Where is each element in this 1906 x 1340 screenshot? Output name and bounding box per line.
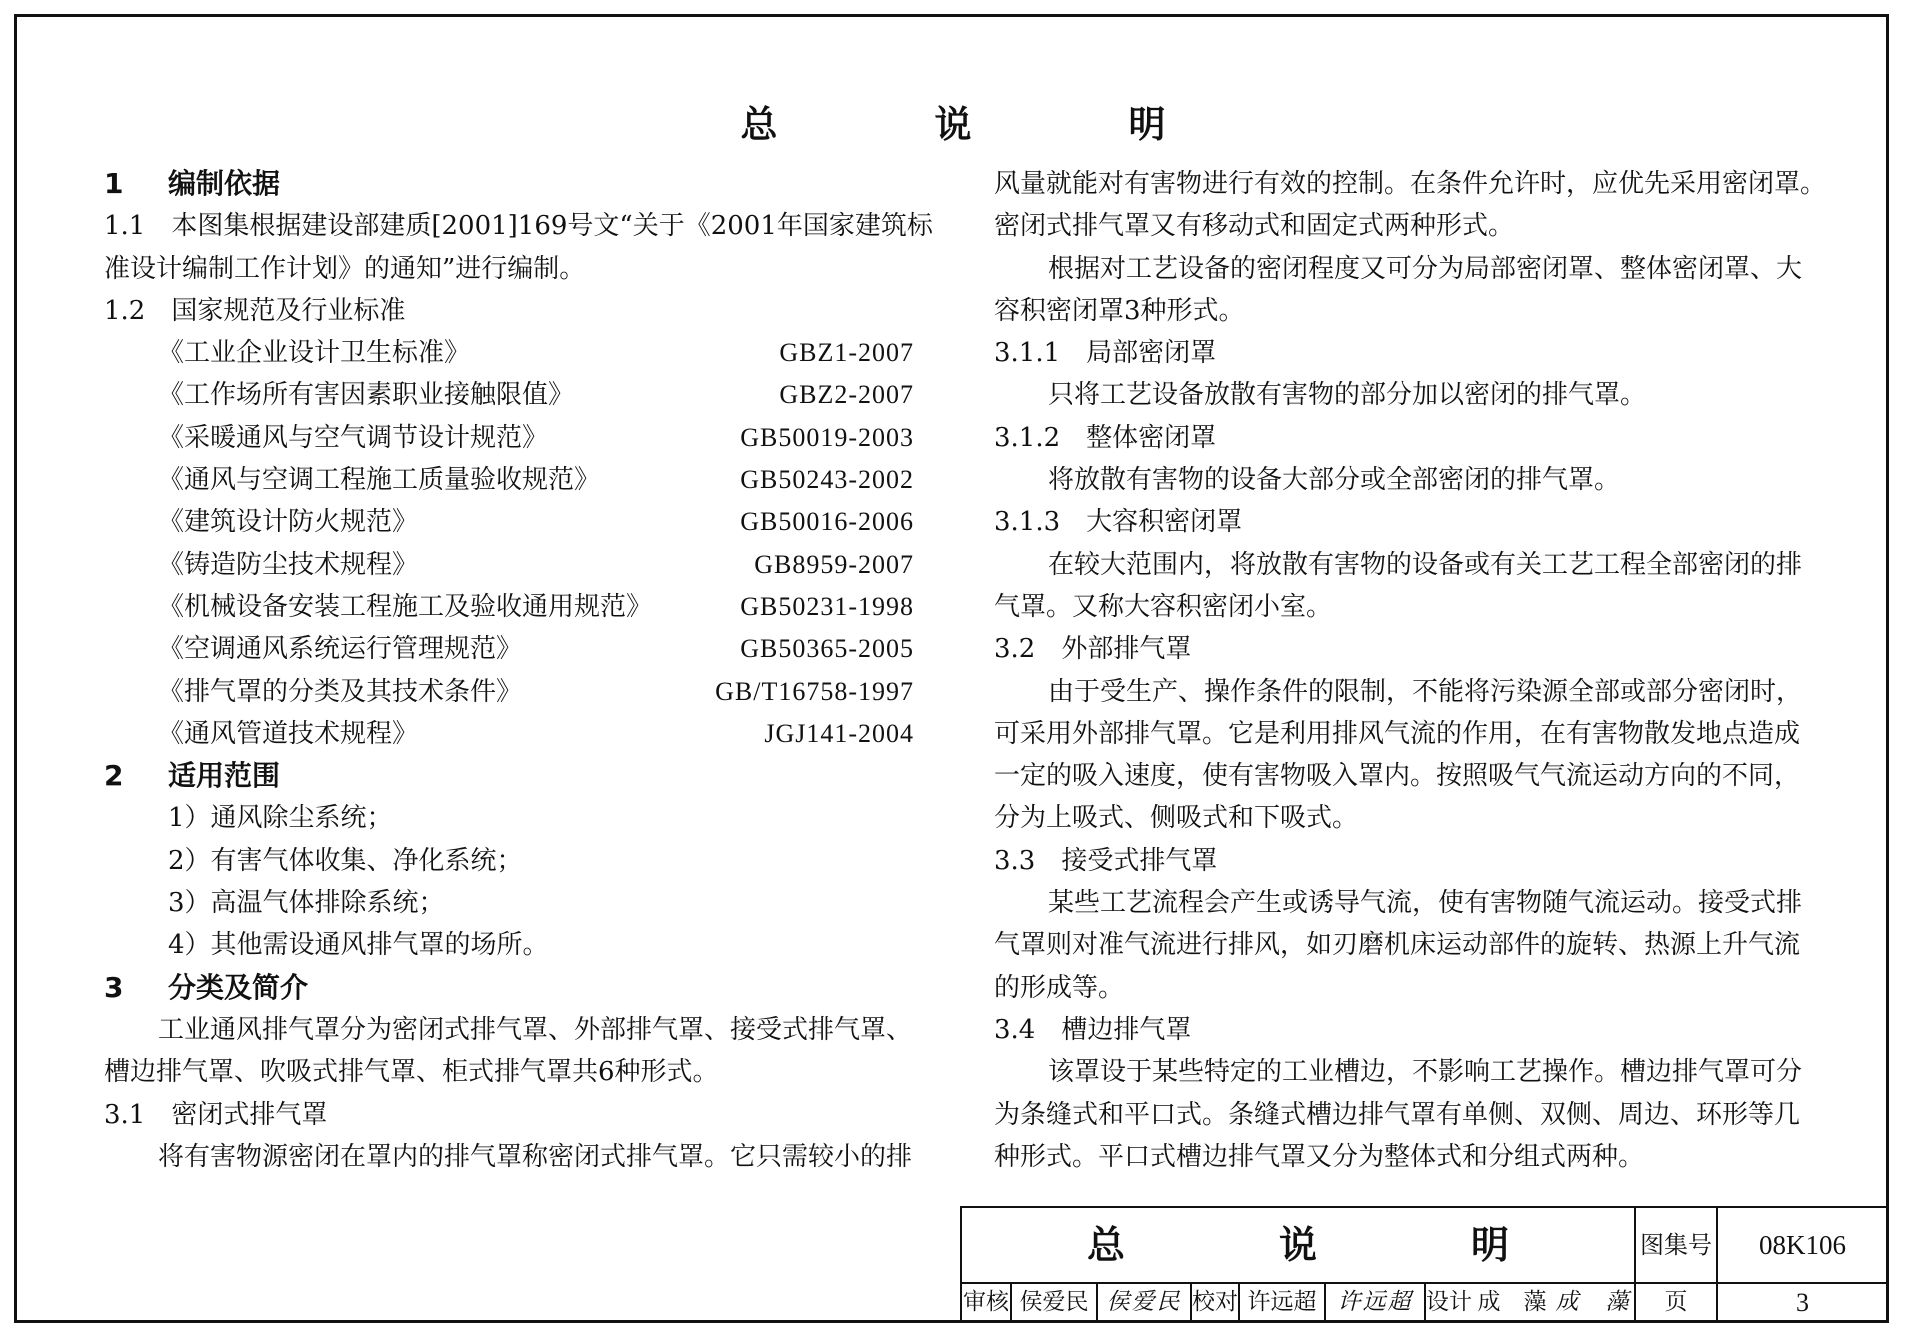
subsection-heading: 3.1 密闭式排气罩 <box>104 1099 328 1130</box>
checker-signature: 许远超 <box>1324 1282 1424 1323</box>
section-heading <box>104 163 914 205</box>
standard-name: 《工业企业设计卫生标准》 <box>158 338 471 369</box>
paragraph-line: 容积密闭罩3种形式。 <box>994 295 1245 326</box>
section-title: 编制依据 <box>168 167 281 200</box>
paragraph-line: 的形成等。 <box>994 972 1125 1003</box>
reviewer-name: 侯爱民 <box>1010 1282 1096 1323</box>
list-item: 3）高温气体排除系统； <box>168 888 445 919</box>
section-title: 适用范围 <box>168 759 281 793</box>
paragraph-line: 密闭式排气罩又有移动式和固定式两种形式。 <box>994 211 1515 242</box>
standard-code: GB8959-2007 <box>754 549 914 579</box>
standard-row <box>104 586 914 628</box>
paragraph-line: 槽边排气罩、吹吸式排气罩、柜式排气罩共6种形式。 <box>104 1057 719 1088</box>
paragraph-line: 工业通风排气罩分为密闭式排气罩、外部排气罩、接受式排气罩、 <box>158 1014 913 1045</box>
standard-name: 《排气罩的分类及其技术条件》 <box>158 676 523 707</box>
atlas-number-label: 图集号 <box>1634 1208 1716 1282</box>
paragraph-line: 该罩设于某些特定的工业槽边，不影响工艺操作。槽边排气罩可分 <box>1048 1057 1803 1088</box>
design-label: 设计 <box>1424 1282 1472 1323</box>
title-block-row-top <box>962 1208 1887 1284</box>
standard-row <box>104 628 914 670</box>
standard-code: GB50019-2003 <box>740 422 914 452</box>
standard-row <box>104 713 914 755</box>
paragraph-line: 在较大范围内，将放散有害物的设备或有关工艺工程全部密闭的排 <box>1048 549 1803 580</box>
designer-signature: 成 藻 <box>1555 1289 1631 1315</box>
standard-row <box>104 459 914 501</box>
standard-name: 《采暖通风与空气调节设计规范》 <box>158 422 549 453</box>
section-heading <box>104 967 914 1009</box>
list-item: 2）有害气体收集、净化系统； <box>168 845 523 876</box>
standard-name: 《通风与空调工程施工质量验收规范》 <box>158 465 601 496</box>
paragraph-line: 准设计编制工作计划》的通知”进行编制。 <box>104 253 586 284</box>
list-item: 1）通风除尘系统； <box>168 803 393 834</box>
paragraph-line: 1.1 本图集根据建设部建质[2001]169号文“关于《2001年国家建筑标 <box>104 211 933 242</box>
standards-list <box>104 332 914 755</box>
standard-row <box>104 417 914 459</box>
paragraph-line: 种形式。平口式槽边排气罩又分为整体式和分组式两种。 <box>994 1141 1645 1172</box>
review-label: 审核 <box>963 1289 1009 1315</box>
subsection-heading: 3.1.3 大容积密闭罩 <box>994 507 1243 538</box>
standard-name: 《建筑设计防火规范》 <box>158 507 419 538</box>
standard-code: GBZ1-2007 <box>779 338 914 368</box>
reviewer-signature: 侯爱民 <box>1096 1282 1190 1323</box>
subsection-heading: 1.2 国家规范及行业标准 <box>104 295 406 326</box>
subsection-heading: 3.1.2 整体密闭罩 <box>994 422 1217 453</box>
paragraph-line: 将放散有害物的设备大部分或全部密闭的排气罩。 <box>1048 465 1621 496</box>
left-column <box>104 163 933 1178</box>
designer-name: 成 藻 <box>1477 1289 1547 1315</box>
standard-row <box>104 544 914 586</box>
section-number: 2 <box>104 759 124 793</box>
paragraph-line: 为条缝式和平口式。条缝式槽边排气罩有单侧、双侧、周边、环形等几 <box>994 1099 1801 1130</box>
standard-code: GB50016-2006 <box>740 507 914 537</box>
section-number: 1 <box>104 167 124 200</box>
subsection-heading: 3.1.1 局部密闭罩 <box>994 338 1217 369</box>
check-label: 校对 <box>1190 1282 1238 1323</box>
standard-row <box>104 671 914 713</box>
standard-code: GB/T16758-1997 <box>715 676 914 706</box>
standard-name: 《工作场所有害因素职业接触限值》 <box>158 380 575 411</box>
paragraph-line: 由于受生产、操作条件的限制，不能将污染源全部或部分密闭时， <box>1048 676 1803 707</box>
paragraph-line: 一定的吸入速度，使有害物吸入罩内。按照吸气气流运动方向的不同， <box>994 761 1801 792</box>
standard-code: JGJ141-2004 <box>764 718 914 748</box>
standard-code: GB50365-2005 <box>740 634 914 664</box>
atlas-number: 08K106 <box>1716 1208 1887 1282</box>
page-title: 总 说 明 <box>740 103 1226 146</box>
section-number: 3 <box>104 970 124 1004</box>
subsection-heading: 3.4 槽边排气罩 <box>994 1014 1192 1045</box>
subsection-heading: 3.2 外部排气罩 <box>994 634 1192 665</box>
standard-name: 《机械设备安装工程施工及验收通用规范》 <box>158 591 653 622</box>
section-heading <box>104 755 914 797</box>
standard-code: GBZ2-2007 <box>779 380 914 410</box>
standard-name: 《空调通风系统运行管理规范》 <box>158 634 523 665</box>
page-number: 3 <box>1716 1282 1887 1323</box>
paragraph-line: 某些工艺流程会产生或诱导气流，使有害物随气流运动。接受式排 <box>1048 888 1803 919</box>
paragraph-line: 分为上吸式、侧吸式和下吸式。 <box>994 803 1359 834</box>
title-block <box>960 1206 1889 1323</box>
paragraph-line: 气罩。又称大容积密闭小室。 <box>994 591 1333 622</box>
standard-row <box>104 501 914 543</box>
standard-row <box>104 332 914 374</box>
title-block-row-signatures <box>962 1282 1887 1323</box>
standard-name: 《铸造防尘技术规程》 <box>158 549 419 580</box>
section-title: 分类及简介 <box>168 970 309 1004</box>
standard-name: 《通风管道技术规程》 <box>158 718 419 749</box>
right-column <box>994 163 1827 1178</box>
standard-code: GB50243-2002 <box>740 465 914 495</box>
paragraph-line: 根据对工艺设备的密闭程度又可分为局部密闭罩、整体密闭罩、大 <box>1048 253 1803 284</box>
title-block-title: 总 说 明 <box>1086 1223 1567 1267</box>
paragraph-line: 可采用外部排气罩。它是利用排风气流的作用，在有害物散发地点造成 <box>994 718 1801 749</box>
paragraph-line: 只将工艺设备放散有害物的部分加以密闭的排气罩。 <box>1048 380 1647 411</box>
list-item: 4）其他需设通风排气罩的场所。 <box>168 930 549 961</box>
checker-name: 许远超 <box>1238 1282 1324 1323</box>
paragraph-line: 风量就能对有害物进行有效的控制。在条件允许时，应优先采用密闭罩。 <box>994 169 1827 199</box>
standard-code: GB50231-1998 <box>740 591 914 621</box>
page-label: 页 <box>1634 1282 1716 1323</box>
standard-row <box>104 374 914 416</box>
paragraph-line: 将有害物源密闭在罩内的排气罩称密闭式排气罩。它只需较小的排 <box>158 1141 913 1172</box>
subsection-heading: 3.3 接受式排气罩 <box>994 845 1218 876</box>
paragraph-line: 气罩则对准气流进行排风，如刃磨机床运动部件的旋转、热源上升气流 <box>994 930 1801 961</box>
